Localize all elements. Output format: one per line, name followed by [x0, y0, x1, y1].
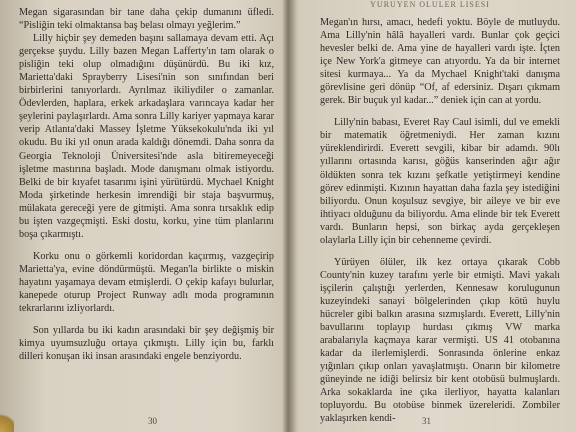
left-page — [0, 0, 286, 432]
left-paragraph-4: Son yıllarda bu iki kadın arasındaki bir şey değişmiş bir kimya uyumsuzluğu ortaya çıkmıştı. Lilly için bu, farklı dilleri konuşan iki insan arasındaki engele benziyordu. — [19, 325, 274, 363]
right-page — [290, 0, 576, 432]
book-spine — [282, 0, 296, 432]
running-head: YURUYEN OLULER LISESI — [370, 0, 490, 9]
left-paragraph-2: Lilly hiçbir şey demeden başını sallamaya devam etti. Açı gerçekse şuydu. Lilly bazen Megan Lafferty'ın tam olarak o pisliğin teki olup olmadığını düşünürdü. Bu iki kız, Marietta'daki Sprayberry Lisesi'nin son sınıfından beri birbirlerini tanıyorlardı. Ayrılmaz ikiliydiler o zamanlar. Ödevlerden, haplara, erkek arkadaşlara varıncaya kadar her şeylerini paylaşırlardı. Ama sonra Lilly kariyer yapmaya karar verip Atlanta'daki Massey İşletme Yüksekokulu'nda iki yıl okudu. Bu iki yıl onun arada kaldığı dönemdi. Daha sonra da Georgia Teknoloji Üniversitesi'nde asla bitiremeyeceği işletme mastırına başladı. Mode danışmanı olmak istiyordu. Belki de bir kıyafet tasarımı işini yürütürdü. Mychael Knight Moda şirketinde herkesin imrendiği bir staja başvurmuş, mülakata gereceği yere de gitmişti. Ama sonra tırsaklık edip bu işten vazgeçmişti. Eski dostu, korku, yine tüm planlarını boşa çıkarmıştı. — [19, 33, 274, 240]
left-paragraph-1: Megan sigarasından bir tane daha çekip dumanını üfledi. “Pisliğin teki olmaktansa baş belası olmayı yeğlerim.” — [19, 7, 274, 32]
left-page-number: 30 — [148, 416, 157, 426]
right-paragraph-3: Yürüyen ölüler, ilk kez ortaya çıkarak Cobb County'nin kuzey tarafını yerle bir etmişti. Mavi yakalı işçilerin çalıştığı yerlerden, Kennesaw korulugunun kuzeyindeki sanayi bölgelerinden çıkıp kötü huylu hücreler gibi balkın arasına sızmışlardı. Everett, Lilly'nin bavullarını toplayıp hurdası çıkmış VW marka arabalarıyla kaçmaya karar vermişti. US 41 otobanına kadar da ilerlemişlerdi. Sonrasında önlerine enkaz yığınları çıkıp onları yavaşlatmıştı. Onarın bir kilometre güneyinde ne idiği belirsiz bir kent otobüsü bulmuşlardı. Arka sokaklarda ine çıka ilerliyor, hayatta kalanları topluyordu. Bu otobüse binmek üzereleridi. Zombiler yaklaşırken kendi- — [320, 256, 560, 425]
right-paragraph-2: Lilly'nin babası, Everet Ray Caul isimli, dul ve emekli bir matematik öğretmeniydi. Her zaman kızını yüreklendirirdi. Everett sevgili, kibar bir adamdı. 90lı yıllarını ortasında karısı, göğüs kanserinden ağır ağır öldükten sonra tek kızını şefkatle yetiştirmeyi kendine görev edinmişti. Kızının hayattan daha fazla şey istediğini biliyordu. Onun koşulsuz sevgiye, bir aileye ve bir eve ihtiyacı olduğunu da biliyordu. Ama elinde bir tek Everett vardı. Bunların hepsi, son birkaç ayda gerçekleşen olaylarla Lilly için bir cehenneme çevirdi. — [320, 117, 560, 246]
right-page-number: 31 — [422, 416, 431, 426]
coin-edge — [0, 410, 14, 432]
left-paragraph-3: Korku onu o görkemli koridordan kaçırmış, vazgeçirip Marietta'ya, evine döndürmüştü. Megan'la birlikte o miskin hayatını yaşamaya devam etmişlerdi. O çekip kafayı bulurlar, kanepede oturup Project Runway adlı moda programının tekrarlarını izliyorlardı. — [19, 250, 274, 315]
right-paragraph-1: Megan'ın hırsı, amacı, hedefi yoktu. Böyle de mutluydu. Ama Lilly'nin hâlâ hayalleri vardı. Bunlar çok geçici hevesler belki de. Ama yine de hayalleri vardı işte. İçten içe New York'a gitmeye can atıyordu. Ya da bir internet sitesi kurmaya... Ya da Mychael Knight'taki danışma görevlisine geri dönüp “Of, af edersiniz. Dışarı çıkmam gerek. Bir buçuk yıl kadar...” deniek için can at yordu. — [320, 17, 560, 107]
